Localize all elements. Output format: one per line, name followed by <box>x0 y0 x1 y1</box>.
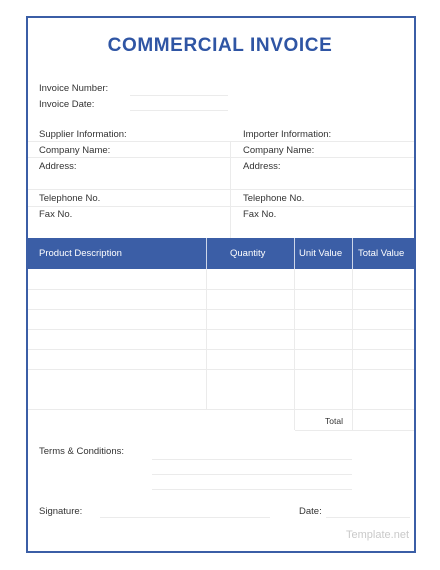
column-unit-value: Unit Value <box>299 248 343 259</box>
table-row[interactable] <box>28 369 414 370</box>
terms-line[interactable] <box>152 459 352 460</box>
invoice-frame <box>26 16 416 553</box>
importer-telephone-label: Telephone No. <box>243 193 305 204</box>
invoice-title: COMMERCIAL INVOICE <box>107 35 333 56</box>
table-row[interactable] <box>28 309 414 310</box>
table-row[interactable] <box>28 329 414 330</box>
column-product-description: Product Description <box>39 248 122 259</box>
party-column-divider <box>230 141 231 238</box>
supplier-info-heading: Supplier Information: <box>39 129 127 140</box>
importer-address-label: Address: <box>243 161 281 172</box>
column-quantity: Quantity <box>230 248 266 259</box>
total-row-bottom <box>295 430 414 431</box>
importer-fax-label: Fax No. <box>243 209 277 220</box>
date-field[interactable] <box>326 517 410 518</box>
watermark: Template.net <box>346 529 409 541</box>
party-divider-4 <box>28 206 414 207</box>
invoice-date-field[interactable] <box>130 110 228 111</box>
supplier-fax-label: Fax No. <box>39 209 73 220</box>
invoice-date-label: Invoice Date: <box>39 99 95 110</box>
terms-conditions-label: Terms & Conditions: <box>39 446 125 457</box>
table-row[interactable] <box>28 289 414 290</box>
supplier-address-label: Address: <box>39 161 77 172</box>
table-row[interactable] <box>28 349 414 350</box>
importer-company-label: Company Name: <box>243 145 315 156</box>
total-label: Total <box>325 416 343 426</box>
invoice-number-field[interactable] <box>130 95 228 96</box>
terms-line[interactable] <box>152 474 352 475</box>
header-separator <box>294 238 295 269</box>
terms-line[interactable] <box>152 489 352 490</box>
signature-field[interactable] <box>100 517 270 518</box>
party-divider-1 <box>28 141 414 142</box>
invoice-number-label: Invoice Number: <box>39 83 109 94</box>
signature-label: Signature: <box>39 506 83 517</box>
product-table-header <box>26 238 416 269</box>
party-divider-3 <box>28 189 414 190</box>
header-separator <box>352 238 353 269</box>
table-column-divider <box>352 269 353 430</box>
supplier-company-label: Company Name: <box>39 145 111 156</box>
date-label: Date: <box>299 506 322 517</box>
supplier-telephone-label: Telephone No. <box>39 193 101 204</box>
table-row[interactable] <box>28 409 414 410</box>
column-total-value: Total Value <box>358 248 405 259</box>
table-column-divider <box>294 269 295 430</box>
header-separator <box>206 238 207 269</box>
importer-info-heading: Importer Information: <box>243 129 332 140</box>
table-column-divider <box>206 269 207 409</box>
party-divider-2 <box>28 157 414 158</box>
